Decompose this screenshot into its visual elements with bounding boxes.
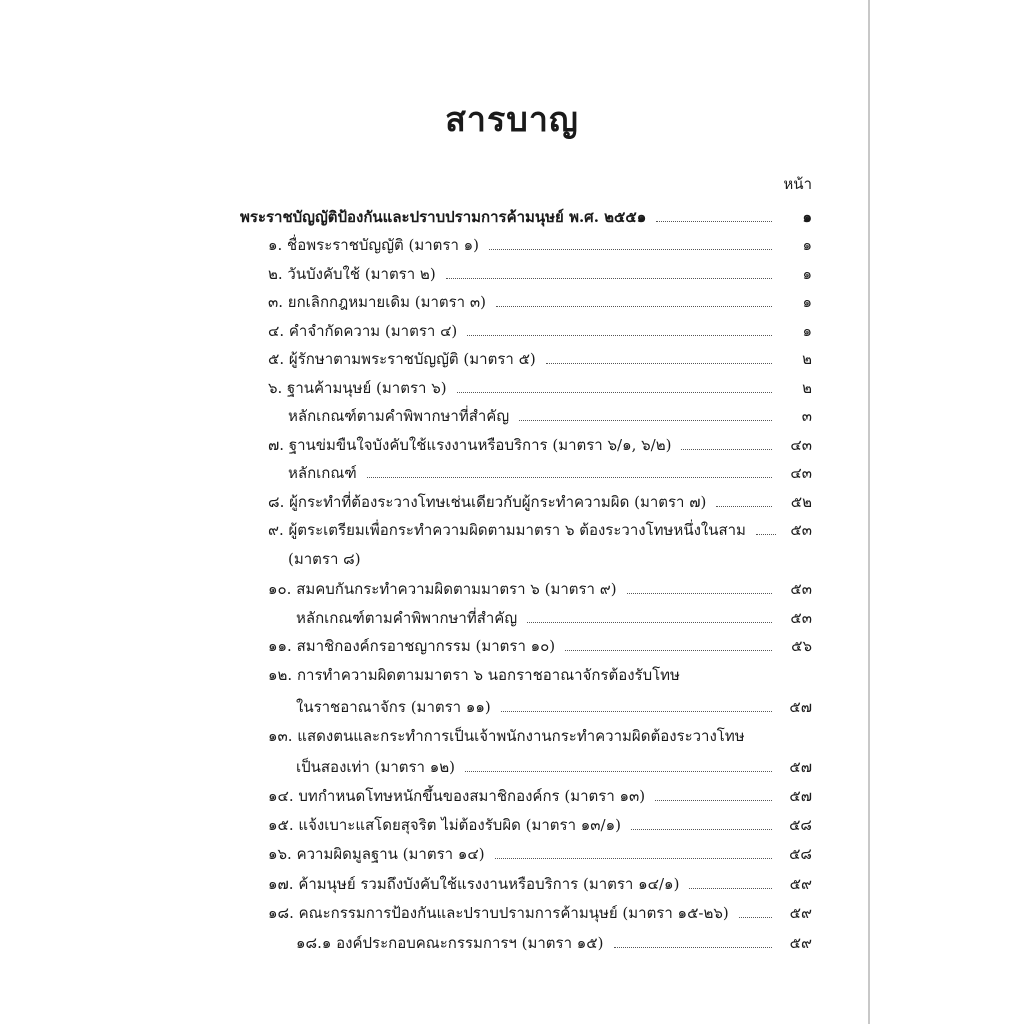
toc-entry-page: ๕๘ — [789, 816, 812, 834]
toc-entry-label: ๖. ฐานค้ามนุษย์ (มาตรา ๖) — [268, 379, 447, 397]
toc-entry-label: ๔. คำจำกัดความ (มาตรา ๔) — [268, 322, 458, 340]
toc-entry-continuation — [296, 749, 812, 777]
leader-dots — [519, 420, 772, 421]
toc-entry-page: ๓ — [801, 407, 812, 425]
toc-entry — [268, 484, 812, 512]
toc-entry — [268, 836, 812, 864]
toc-entry-label: ๑๕. แจ้งเบาะแสโดยสุจริต ไม่ต้องรับผิด (มาตรา ๑๓/๑) — [268, 816, 621, 834]
toc-entry — [268, 807, 812, 835]
leader-dots — [681, 449, 772, 450]
toc-entry-page: ๕๗ — [789, 758, 812, 776]
toc-entry-label: ๙. ผู้ตระเตรียมเพื่อกระทำความผิดตามมาตรา ๖ ต้องระวางโทษหนึ่งในสาม — [268, 521, 746, 539]
toc-entry-label: พระราชบัญญัติป้องกันและปราบปรามการค้ามนุษย์ พ.ศ. ๒๕๕๑ — [240, 208, 647, 226]
leader-dots — [467, 335, 772, 336]
toc-entry-label: ๑๐. สมคบกันกระทำความผิดตามมาตรา ๖ (มาตรา ๙) — [268, 580, 617, 598]
toc-entry — [296, 925, 812, 953]
toc-entry — [268, 895, 812, 923]
toc-entry-page: ๔๓ — [790, 436, 812, 454]
toc-entry-page: ๕๗ — [789, 787, 812, 805]
toc-entry-page: ๕๖ — [791, 637, 812, 655]
leader-dots — [655, 800, 772, 801]
toc-entry — [268, 657, 812, 685]
leader-dots — [501, 711, 772, 712]
leader-dots — [496, 306, 772, 307]
toc-entry-label: ๑๔. บทกำหนดโทษหนักขึ้นของสมาชิกองค์กร (มาตรา ๑๓) — [268, 787, 646, 805]
toc-entry — [268, 256, 812, 284]
leader-dots — [614, 947, 773, 948]
leader-dots — [446, 278, 772, 279]
leader-dots — [489, 249, 772, 250]
page-title: สารบาญ — [445, 100, 579, 140]
toc-entry — [268, 718, 812, 746]
toc-entry-page: ๑ — [802, 322, 812, 340]
toc-entry — [268, 313, 812, 341]
toc-entry-page: ๕๙ — [789, 875, 812, 893]
toc-entry-label: หลักเกณฑ์ตามคำพิพากษาที่สำคัญ — [288, 407, 510, 425]
toc-entry-label: หลักเกณฑ์ตามคำพิพากษาที่สำคัญ — [296, 609, 518, 627]
toc-entry-label: เป็นสองเท่า (มาตรา ๑๒) — [296, 758, 456, 776]
toc-entry-label: ๑๖. ความผิดมูลฐาน (มาตรา ๑๔) — [268, 845, 485, 863]
leader-dots — [495, 858, 772, 859]
toc-entry-label: หลักเกณฑ์ — [288, 464, 357, 482]
toc-entry-label: ๑๗. ค้ามนุษย์ รวมถึงบังคับใช้แรงงานหรือบริการ (มาตรา ๑๔/๑) — [268, 875, 680, 893]
page-column-label: หน้า — [783, 175, 812, 193]
toc-entry — [288, 455, 812, 483]
toc-entry-page: ๕๒ — [790, 493, 812, 511]
leader-dots — [565, 650, 772, 651]
leader-dots — [656, 221, 772, 222]
toc-entry — [268, 778, 812, 806]
toc-entry-label: (มาตรา ๘) — [288, 550, 361, 568]
toc-entry-page: ๔๓ — [790, 464, 812, 482]
leader-dots — [739, 917, 772, 918]
toc-entry — [268, 227, 812, 255]
toc-entry-page: ๕๗ — [789, 698, 812, 716]
leader-dots — [546, 363, 772, 364]
toc-entry-label: ๘. ผู้กระทำที่ต้องระวางโทษเช่นเดียวกับผู้กระทำความผิด (มาตรา ๗) — [268, 493, 707, 511]
toc-entry — [296, 600, 812, 628]
toc-entry-page: ๕๙ — [789, 904, 812, 922]
toc-entry-page: ๕๓ — [790, 521, 812, 539]
toc-entry-page: ๒ — [802, 350, 812, 368]
leader-dots — [627, 593, 772, 594]
toc-entry — [268, 341, 812, 369]
toc-entry-page: ๕๙ — [789, 934, 812, 952]
toc-entry-page: ๑ — [802, 293, 812, 311]
toc-entry — [268, 427, 812, 455]
toc-entry-label: ๗. ฐานข่มขืนใจบังคับใช้แรงงานหรือบริการ (มาตรา ๖/๑, ๖/๒) — [268, 436, 672, 454]
toc-entry — [268, 284, 812, 312]
toc-entry-label: ๑๑. สมาชิกองค์กรอาชญากรรม (มาตรา ๑๐) — [268, 637, 556, 655]
toc-entry — [268, 866, 812, 894]
leader-dots — [631, 829, 772, 830]
toc-entry-label: ๑๓. แสดงตนและกระทำการเป็นเจ้าพนักงานกระทำความผิดต้องระวางโทษ — [268, 727, 745, 745]
toc-entry-label: ๑. ชื่อพระราชบัญญัติ (มาตรา ๑) — [268, 236, 480, 254]
toc-entry-label: ๑๘.๑ องค์ประกอบคณะกรรมการฯ (มาตรา ๑๕) — [296, 934, 604, 952]
toc-entry — [268, 628, 812, 656]
toc-entry-label: ๑๒. การทำความผิดตามมาตรา ๖ นอกราชอาณาจักรต้องรับโทษ — [268, 666, 680, 684]
toc-entry — [268, 512, 812, 540]
toc-entry-label: ๕. ผู้รักษาตามพระราชบัญญัติ (มาตรา ๕) — [268, 350, 536, 368]
leader-dots — [689, 888, 772, 889]
toc-entry — [240, 199, 812, 227]
toc-entry-page: ๕๘ — [789, 845, 812, 863]
toc-entry-label: ๑๘. คณะกรรมการป้องกันและปราบปรามการค้ามนุษย์ (มาตรา ๑๕-๒๖) — [268, 904, 729, 922]
leader-dots — [465, 771, 772, 772]
toc-entry-page: ๕๓ — [790, 580, 812, 598]
toc-entry — [268, 571, 812, 599]
leader-dots — [457, 392, 772, 393]
leader-dots — [716, 506, 772, 507]
toc-entry-page: ๑ — [802, 208, 812, 226]
toc-entry-page: ๑ — [802, 265, 812, 283]
toc-entry-label: ในราชอาณาจักร (มาตรา ๑๑) — [296, 698, 491, 716]
leader-dots — [756, 534, 776, 535]
leader-dots — [527, 622, 772, 623]
toc-entry-continuation — [288, 541, 812, 569]
toc-entry-continuation — [296, 689, 812, 717]
toc-entry — [268, 370, 812, 398]
toc-entry — [288, 398, 812, 426]
toc-entry-page: ๕๓ — [790, 609, 812, 627]
toc-entry-page: ๒ — [802, 379, 812, 397]
toc-entry-label: ๓. ยกเลิกกฎหมายเดิม (มาตรา ๓) — [268, 293, 486, 311]
leader-dots — [367, 477, 772, 478]
toc-entry-page: ๑ — [802, 236, 812, 254]
toc-entry-label: ๒. วันบังคับใช้ (มาตรา ๒) — [268, 265, 436, 283]
